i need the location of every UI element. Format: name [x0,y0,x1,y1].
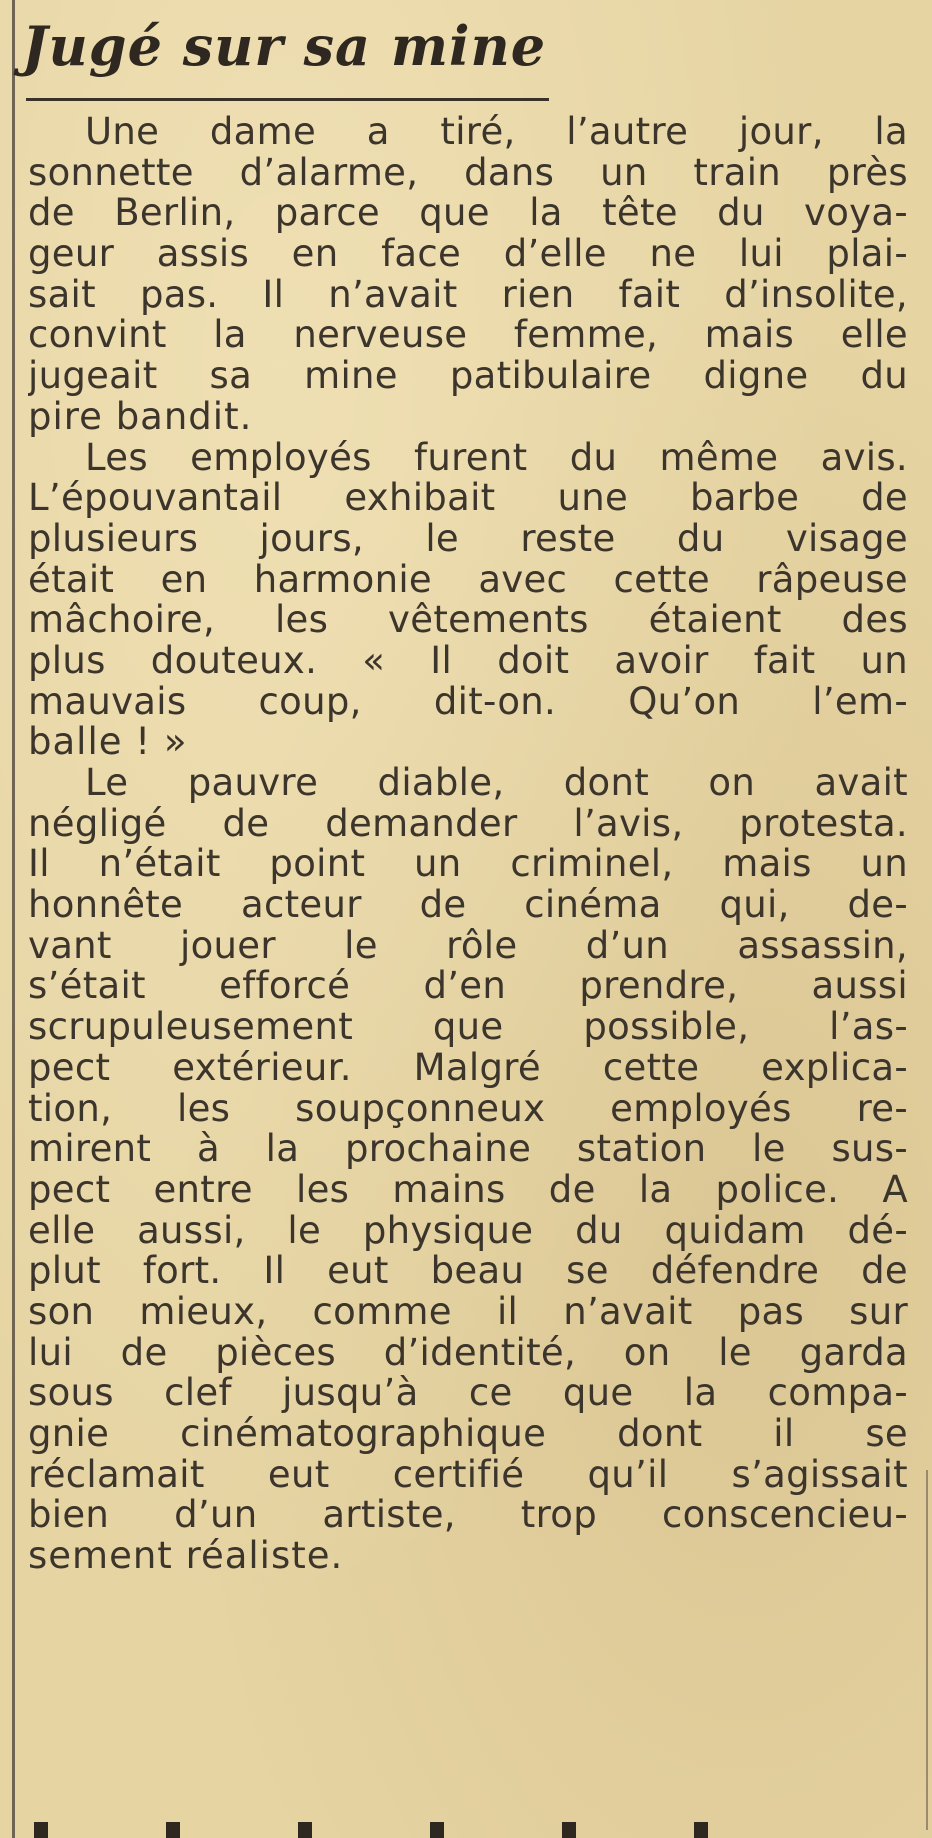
text-line: réclamait eut certifié qu’il s’agissait [28,1454,908,1496]
column-divider-left [12,0,15,1838]
column-divider-right [926,1470,928,1830]
text-line: sait pas. Il n’avait rien fait d’insolite, [28,274,908,316]
text-line: mirent à la prochaine station le sus- [28,1129,908,1170]
article-body [28,112,908,1577]
text-line: Il n’était point un criminel, mais un [28,844,908,886]
text-line: jugeait sa mine patibulaire digne du [28,356,908,397]
text-line: Les employés furent du même avis. [85,437,908,479]
text-line: bien d’un artiste, trop conscencieu- [28,1495,908,1537]
text-line: sous clef jusqu’à ce que la compa- [28,1373,908,1414]
text-line: pect entre les mains de la police. A [28,1169,908,1211]
text-line: L’épouvantail exhibait une barbe de [28,478,908,519]
cropped-next-headline [34,1822,894,1838]
text-line: vant jouer le rôle d’un assassin, [28,925,908,967]
text-line: négligé de demander l’avis, protesta. [28,803,908,845]
text-line: mâchoire, les vêtements étaient des [28,600,908,641]
text-line: balle ! » [28,722,188,763]
text-line: son mieux, comme il n’avait pas sur [28,1291,908,1333]
text-line: tion, les soupçonneux employés re- [28,1088,908,1130]
text-line: geur assis en face d’elle ne lui plai- [28,234,908,275]
text-line: scrupuleusement que possible, l’as- [28,1007,908,1048]
text-line: honnête acteur de cinéma qui, de- [28,885,908,926]
text-line: plut fort. Il eut beau se défendre de [28,1251,908,1292]
text-line: sement réaliste. [28,1536,344,1577]
text-line: plus douteux. « Il doit avoir fait un [28,640,908,682]
text-line: de Berlin, parce que la tête du voya- [28,193,908,235]
text-line: plusieurs jours, le reste du visage [28,518,908,560]
text-line: elle aussi, le physique du quidam dé- [28,1210,908,1252]
text-line: gnie cinématographique dont il se [28,1414,908,1455]
text-line: pire bandit. [28,396,253,438]
text-line: était en harmonie avec cette râpeuse [28,559,908,601]
headline-underline [26,98,549,101]
text-line: mauvais coup, dit-on. Qu’on l’em- [28,681,908,723]
text-line: sonnette d’alarme, dans un train près [28,152,908,194]
text-line: Une dame a tiré, l’autre jour, la [85,112,908,153]
text-line: lui de pièces d’identité, on le garda [28,1332,908,1374]
article-headline: Jugé sur sa mine [22,14,547,78]
text-line: convint la nerveuse femme, mais elle [28,315,908,357]
text-line: s’était efforcé d’en prendre, aussi [28,966,908,1008]
text-line: pect extérieur. Malgré cette explica- [28,1047,908,1089]
text-line: Le pauvre diable, dont on avait [85,763,908,804]
